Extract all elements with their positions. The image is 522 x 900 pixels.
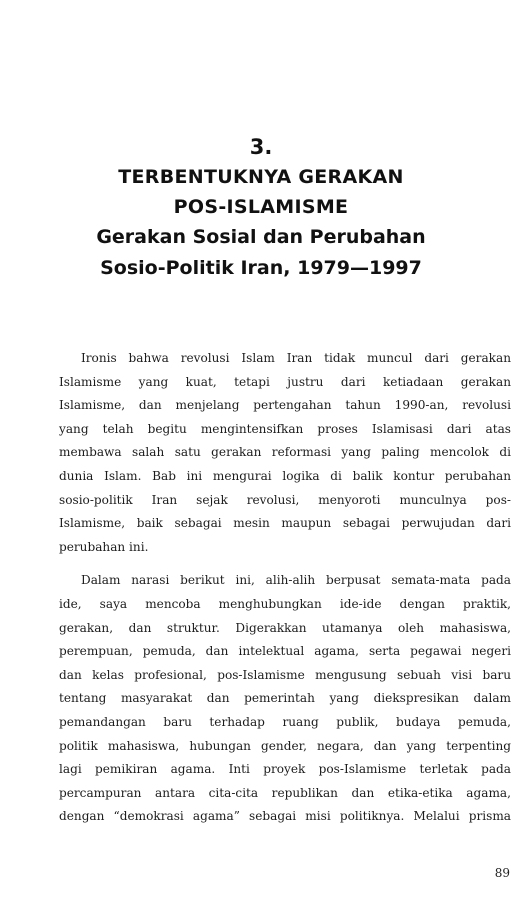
chapter-header — [0, 132, 522, 284]
text-line: gerakan, dan struktur. Digerakkan utamanya oleh mahasiswa, — [59, 620, 511, 635]
chapter-title-line-2: POS-ISLAMISME — [173, 196, 349, 218]
text-line: perempuan, pemuda, dan intelektual agama, serta pegawai negeri — [59, 644, 511, 659]
text-line: lagi pemikiran agama. Inti proyek pos-Islamisme terletak pada — [59, 762, 511, 777]
text-line: Islamisme, baik sebagai mesin maupun sebagai perwujudan dari — [59, 516, 511, 531]
text-line: politik mahasiswa, hubungan gender, negara, dan yang terpenting — [59, 738, 511, 753]
text-line: Dalam narasi berikut ini, alih-alih berpusat semata-mata pada — [81, 573, 511, 588]
paragraph-2 — [59, 569, 511, 829]
chapter-subtitle-line-2: Sosio-Politik Iran, 1979—1997 — [100, 257, 422, 279]
text-line: tentang masyarakat dan pemerintah yang diekspresikan dalam — [59, 691, 511, 706]
chapter-title-line-1: TERBENTUKNYA GERAKAN — [118, 166, 404, 188]
text-line: Ironis bahwa revolusi Islam Iran tidak muncul dari gerakan — [81, 351, 511, 365]
chapter-number: 3. — [249, 135, 273, 159]
text-line: ide, saya mencoba menghubungkan ide-ide dengan praktik, — [59, 596, 511, 611]
text-line: Islamisme, dan menjelang pertengahan tahun 1990-an, revolusi — [59, 398, 511, 413]
text-line: sosio-politik Iran sejak revolusi, menyoroti munculnya pos- — [59, 492, 511, 507]
text-line: Islamisme yang kuat, tetapi justru dari ketiadaan gerakan — [59, 374, 511, 389]
text-line: yang telah begitu mengintensifkan proses Islamisasi dari atas — [59, 421, 511, 436]
text-line: dan kelas profesional, pos-Islamisme mengusung sebuah visi baru — [59, 667, 511, 682]
paragraph-1 — [59, 347, 511, 559]
text-line: perubahan ini. — [59, 539, 149, 554]
text-line: pemandangan baru terhadap ruang publik, budaya pemuda, — [59, 714, 511, 729]
text-line: membawa salah satu gerakan reformasi yang paling mencolok di — [59, 445, 511, 460]
text-line: dunia Islam. Bab ini mengurai logika di balik kontur perubahan — [59, 468, 511, 483]
text-line: percampuran antara cita-cita republikan dan etika-etika agama, — [59, 785, 511, 800]
body-text — [59, 347, 511, 829]
text-line: dengan “demokrasi agama” sebagai misi politiknya. Melalui prisma — [59, 809, 511, 824]
chapter-subtitle-line-1: Gerakan Sosial dan Perubahan — [96, 226, 426, 248]
page-number: 89 — [494, 866, 510, 880]
